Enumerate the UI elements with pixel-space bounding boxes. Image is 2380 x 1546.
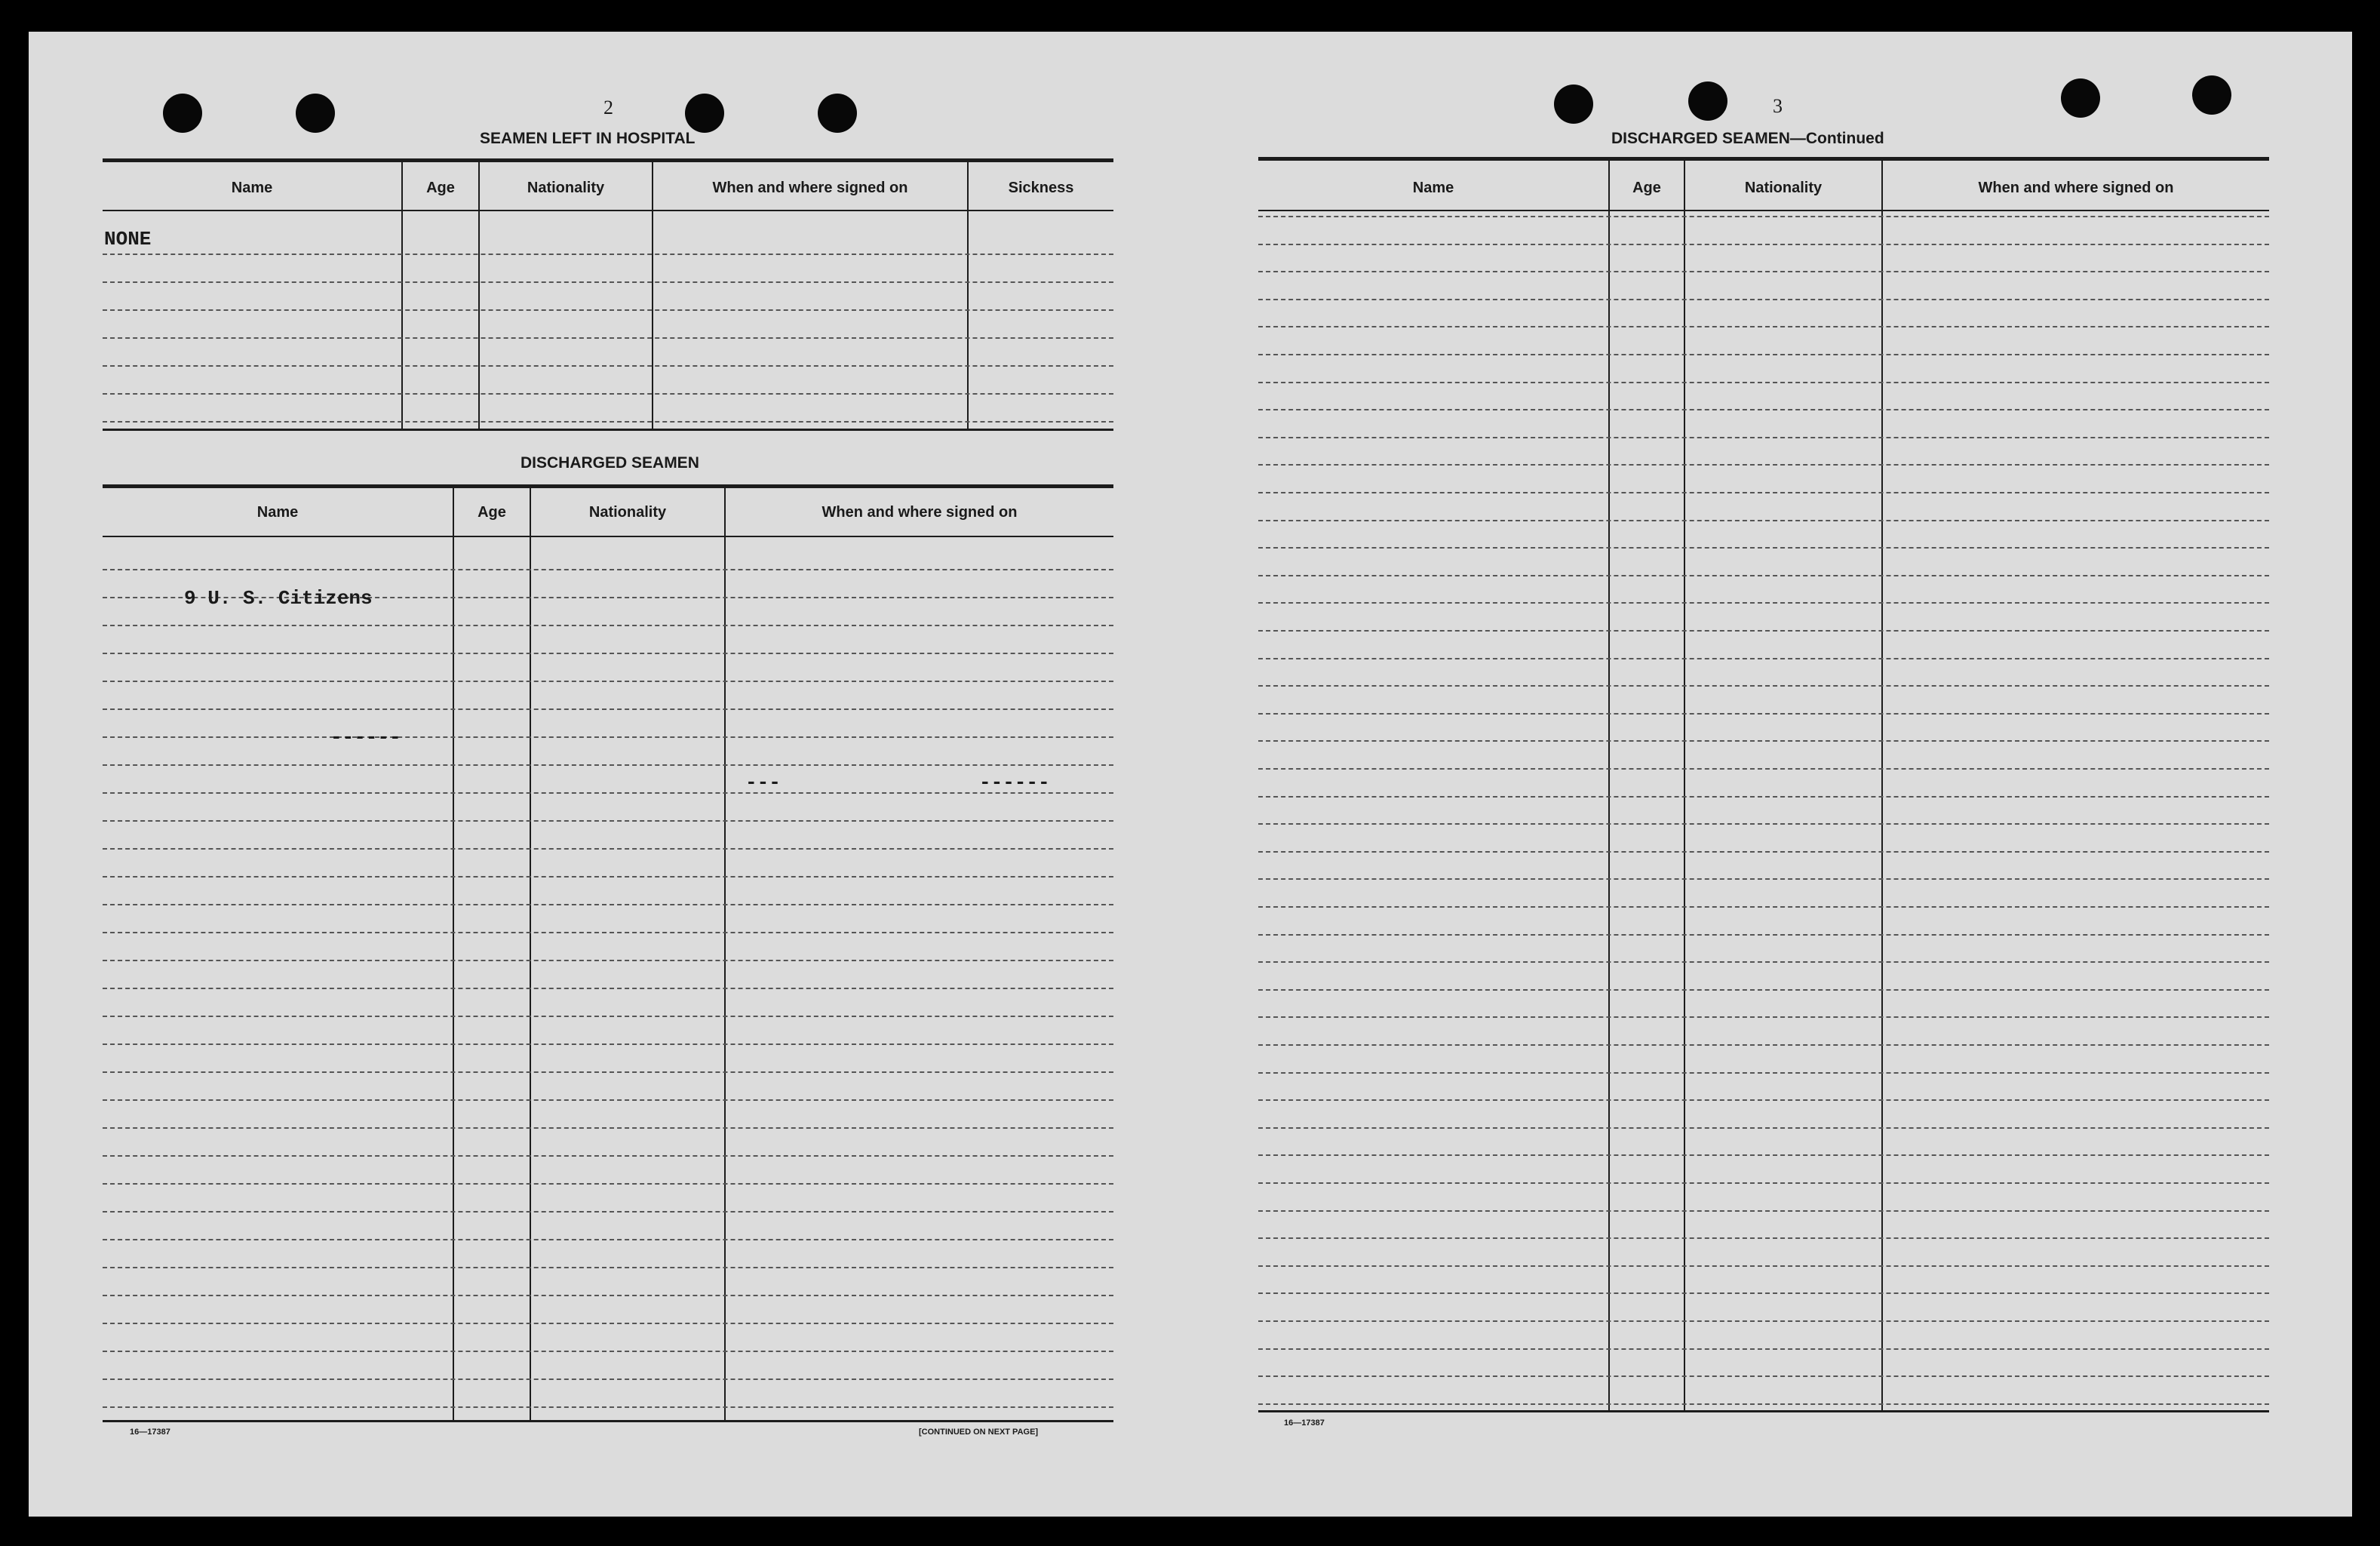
row-line [1258, 961, 2269, 963]
row-line [103, 1127, 1113, 1129]
hospital-col-signed-on: When and where signed on [712, 180, 908, 196]
row-line [103, 1378, 1113, 1380]
row-line [1258, 409, 2269, 410]
punch-hole [1554, 85, 1593, 124]
hospital-table-bottom-rule [103, 429, 1113, 431]
right-table-bottom-rule [1258, 1410, 2269, 1412]
row-line [103, 365, 1113, 367]
row-line [1258, 1292, 2269, 1294]
row-line [103, 736, 1113, 738]
hospital-entry: NONE [104, 228, 152, 250]
row-line [1258, 685, 2269, 687]
column-divider [530, 488, 531, 1420]
row-line [103, 569, 1113, 570]
hospital-col-sickness: Sickness [1008, 180, 1074, 196]
row-line [103, 337, 1113, 339]
row-line [1258, 1237, 2269, 1239]
row-line [1258, 492, 2269, 493]
row-line [103, 708, 1113, 710]
row-line [1258, 1127, 2269, 1129]
discharged-heading: DISCHARGED SEAMEN [521, 454, 699, 472]
row-line [1258, 299, 2269, 300]
row-line [103, 820, 1113, 822]
row-line [1258, 630, 2269, 632]
row-line [1258, 851, 2269, 853]
row-line [103, 309, 1113, 311]
right-col-signed-on: When and where signed on [1978, 180, 2174, 196]
row-line [1258, 1375, 2269, 1377]
row-line [103, 1406, 1113, 1408]
right-col-name: Name [1412, 180, 1454, 196]
row-line [1258, 354, 2269, 355]
page-number: 2 [603, 97, 614, 118]
punch-hole [818, 94, 857, 133]
document-sheet [29, 32, 2352, 1517]
row-line [1258, 1210, 2269, 1212]
row-line [1258, 658, 2269, 659]
row-line [1258, 244, 2269, 245]
dash-mark: ------ [979, 771, 1050, 794]
row-line [103, 1211, 1113, 1213]
row-line [103, 1071, 1113, 1073]
hospital-col-name: Name [231, 180, 273, 196]
row-line [103, 625, 1113, 626]
right-col-age: Age [1632, 180, 1661, 196]
row-line [1258, 1072, 2269, 1074]
discharged-header-rule [103, 536, 1113, 537]
column-divider [724, 488, 726, 1420]
row-line [1258, 768, 2269, 770]
row-line [103, 281, 1113, 283]
column-divider [478, 162, 480, 429]
row-line [103, 1183, 1113, 1185]
punch-hole [2061, 78, 2100, 118]
discharged-table-top-rule [103, 484, 1113, 488]
right-col-nationality: Nationality [1744, 180, 1823, 196]
row-line [1258, 1265, 2269, 1267]
dash-mark: ------ [330, 726, 401, 748]
row-line [103, 1295, 1113, 1296]
form-number: 16—17387 [130, 1428, 170, 1437]
row-line [103, 792, 1113, 794]
row-line [1258, 1348, 2269, 1350]
row-line [1258, 1320, 2269, 1322]
hospital-heading: SEAMEN LEFT IN HOSPITAL [480, 130, 696, 147]
dash-mark: --- [745, 771, 781, 794]
discharged-col-age: Age [478, 504, 506, 521]
column-divider [453, 488, 454, 1420]
row-line [1258, 796, 2269, 798]
row-line [103, 1043, 1113, 1045]
row-line [103, 254, 1113, 255]
row-line [103, 988, 1113, 989]
row-line [1258, 823, 2269, 825]
row-line [103, 1016, 1113, 1017]
row-line [103, 653, 1113, 654]
row-line [1258, 934, 2269, 936]
row-line [103, 1239, 1113, 1240]
hospital-header-rule [103, 210, 1113, 211]
column-divider [967, 162, 969, 429]
row-line [1258, 271, 2269, 272]
discharged-col-signed-on: When and where signed on [821, 504, 1018, 521]
hospital-col-age: Age [426, 180, 455, 196]
row-line [1258, 382, 2269, 383]
punch-hole [685, 94, 724, 133]
column-divider [1881, 161, 1883, 1410]
column-divider [401, 162, 403, 429]
row-line [1258, 1044, 2269, 1046]
row-line [1258, 326, 2269, 327]
punch-hole [296, 94, 335, 133]
row-line [103, 764, 1113, 766]
row-line [103, 932, 1113, 933]
row-line [103, 1323, 1113, 1324]
row-line [1258, 878, 2269, 880]
punch-hole [163, 94, 202, 133]
right-table-top-rule [1258, 157, 2269, 161]
row-line [103, 904, 1113, 905]
punch-hole [2192, 75, 2231, 115]
page-number: 3 [1773, 95, 1783, 117]
row-line [1258, 1182, 2269, 1184]
row-line [1258, 1016, 2269, 1018]
right-header-rule [1258, 210, 2269, 211]
discharged-table-bottom-rule [103, 1420, 1113, 1422]
row-line [1258, 713, 2269, 715]
discharged-col-name: Name [256, 504, 299, 521]
column-divider [1608, 161, 1610, 1410]
continued-note: [CONTINUED ON NEXT PAGE] [919, 1428, 1039, 1437]
row-line [103, 1267, 1113, 1268]
discharged-col-nationality: Nationality [588, 504, 667, 521]
row-line [1258, 575, 2269, 576]
hospital-table-top-rule [103, 158, 1113, 162]
row-line [1258, 989, 2269, 991]
row-line [103, 393, 1113, 395]
punch-hole [1688, 81, 1727, 121]
row-line [1258, 1154, 2269, 1156]
row-line [103, 1155, 1113, 1157]
row-line [1258, 464, 2269, 466]
row-line [1258, 437, 2269, 438]
row-line [1258, 1403, 2269, 1405]
row-line [1258, 740, 2269, 742]
row-line [103, 848, 1113, 850]
form-number: 16—17387 [1284, 1418, 1325, 1428]
row-line [1258, 906, 2269, 908]
row-line [1258, 547, 2269, 549]
column-divider [652, 162, 653, 429]
row-line [103, 681, 1113, 682]
row-line [103, 421, 1113, 423]
row-line [103, 876, 1113, 878]
row-line [1258, 1099, 2269, 1101]
row-line [103, 1351, 1113, 1352]
row-line [1258, 520, 2269, 521]
discharged-continued-heading: DISCHARGED SEAMEN—Continued [1611, 130, 1884, 147]
discharged-entry: 9 U. S. Citizens [184, 587, 373, 610]
column-divider [1684, 161, 1685, 1410]
row-line [103, 960, 1113, 961]
hospital-col-nationality: Nationality [527, 180, 605, 196]
row-line [1258, 602, 2269, 604]
row-line [103, 1099, 1113, 1101]
row-line [1258, 216, 2269, 217]
